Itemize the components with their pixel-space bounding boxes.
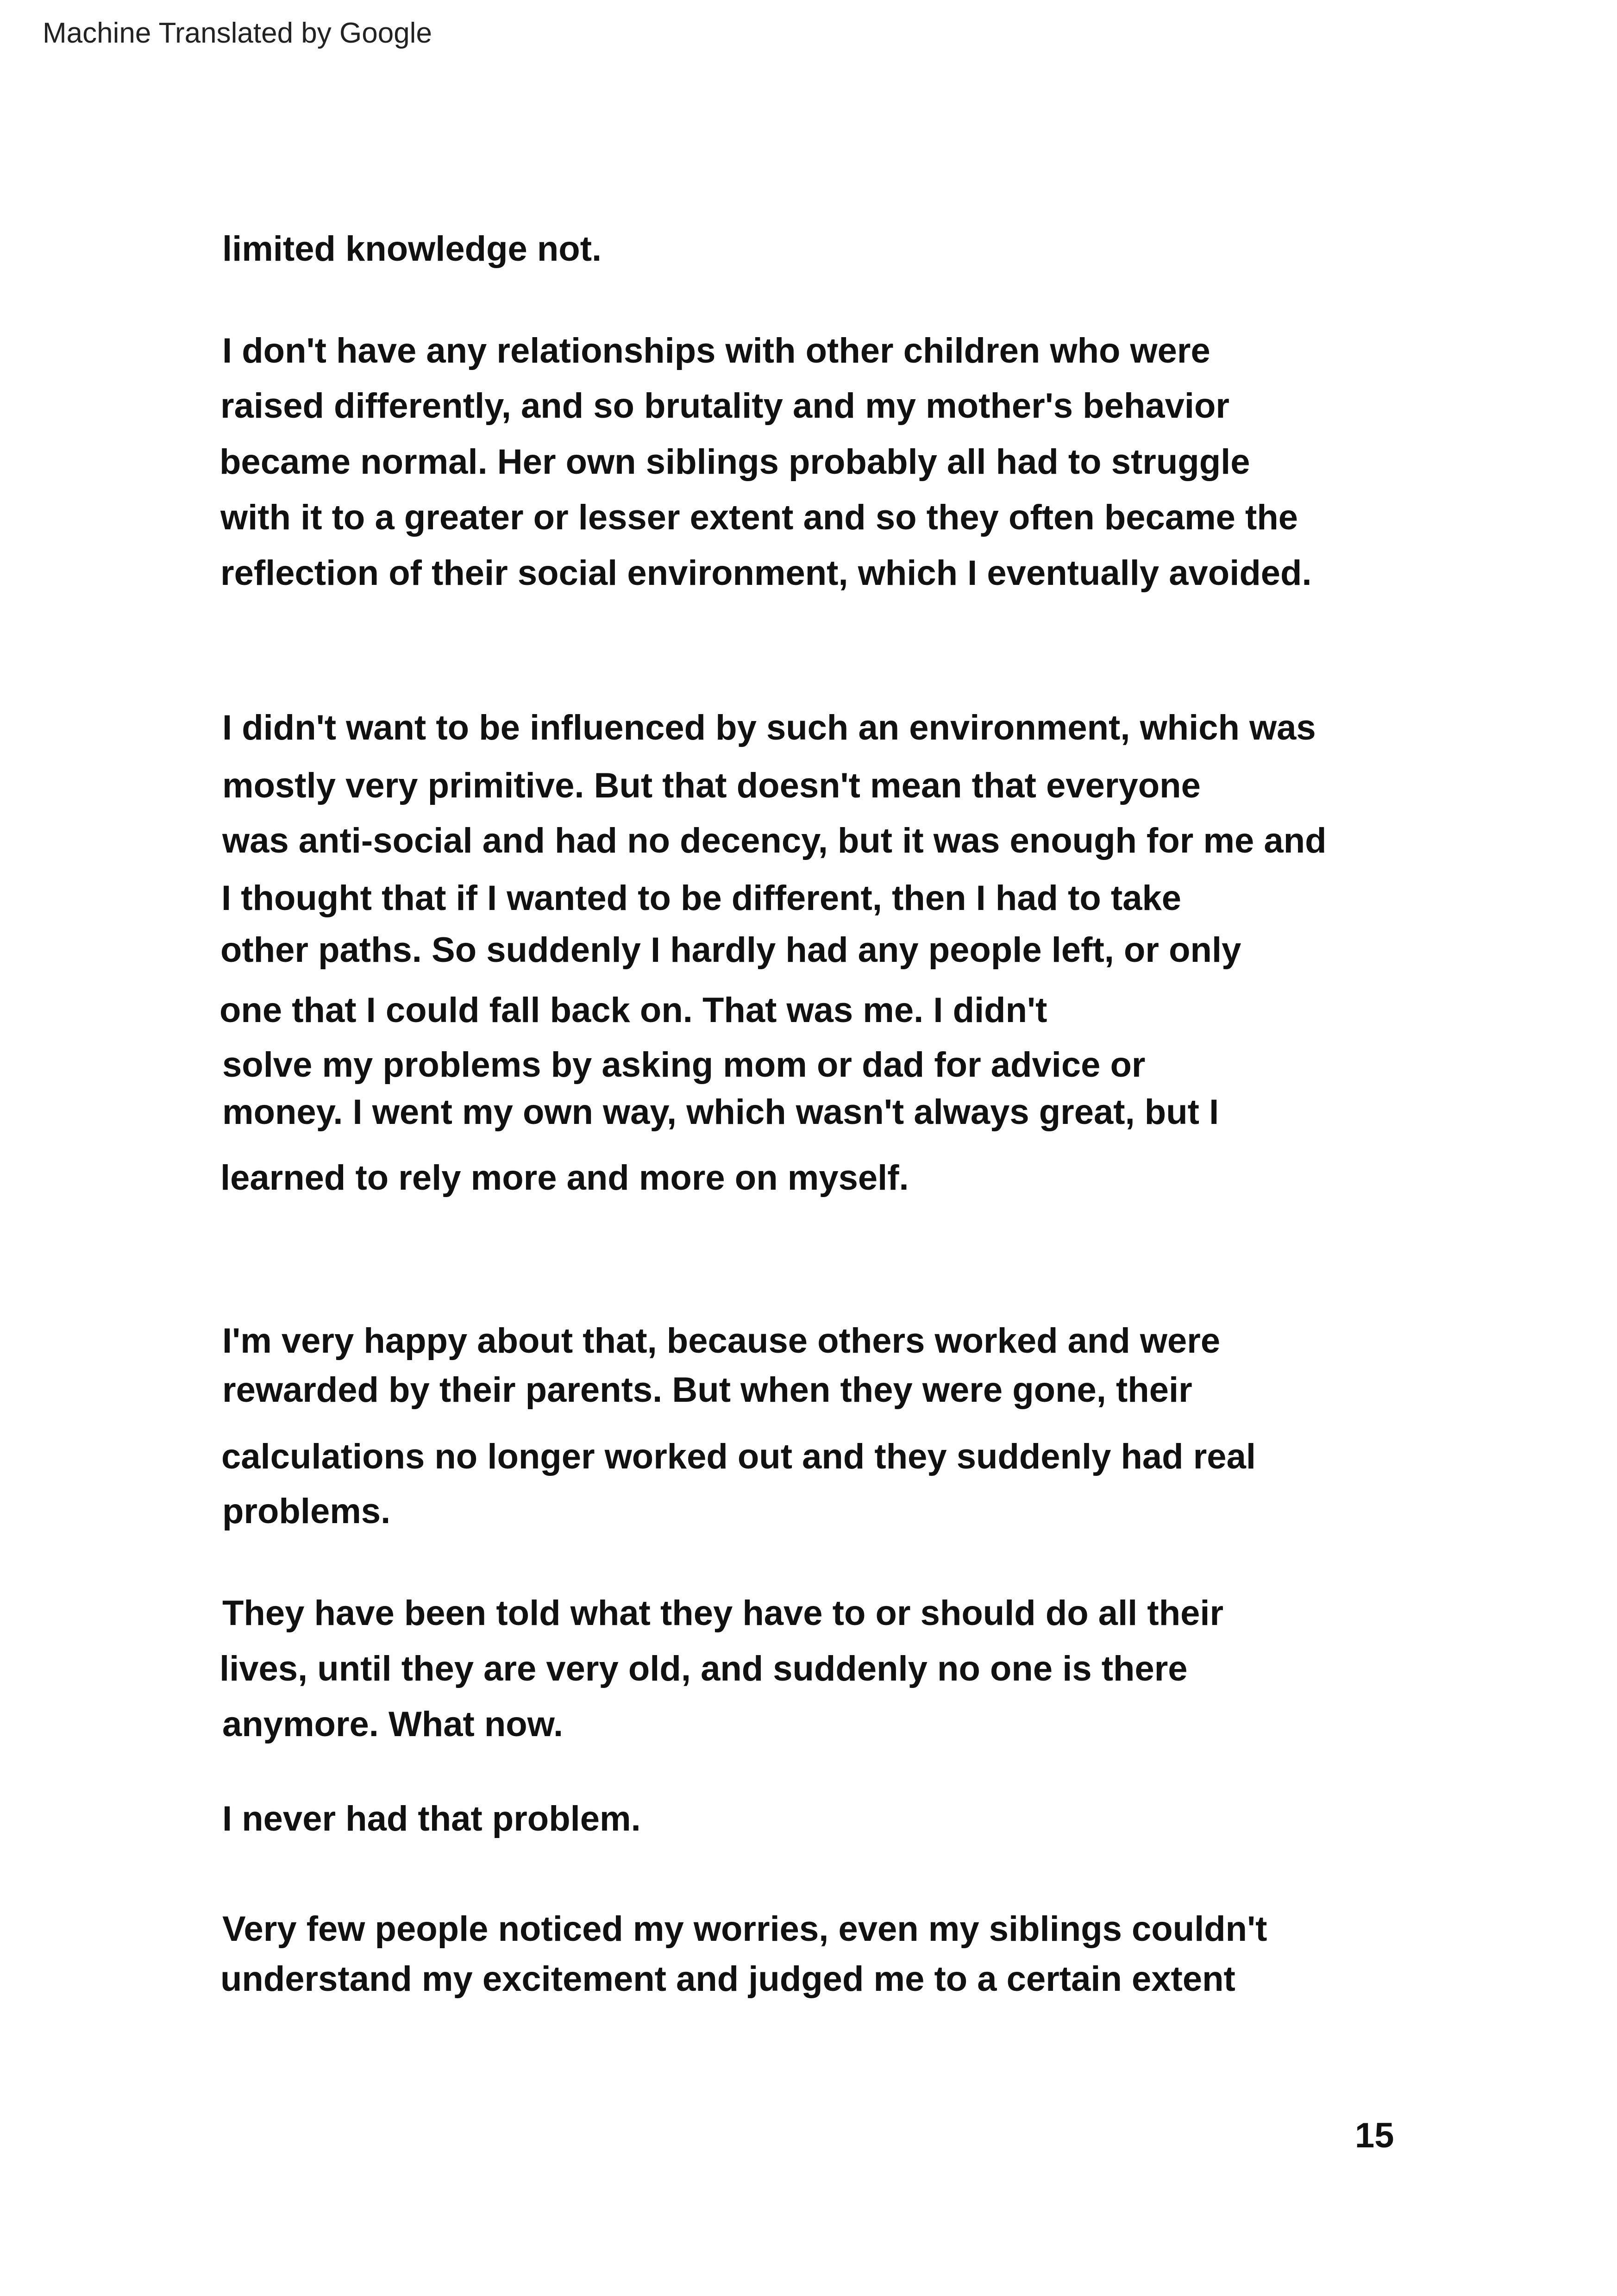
body-line: I thought that if I wanted to be different, then I had to take — [221, 878, 1182, 918]
body-line: limited knowledge not. — [222, 229, 602, 269]
body-line: I don't have any relationships with other children who were — [222, 331, 1210, 370]
body-line: reflection of their social environment, which I eventually avoided. — [220, 553, 1312, 593]
body-line: Very few people noticed my worries, even my siblings couldn't — [222, 1909, 1267, 1949]
body-line: problems. — [222, 1492, 391, 1531]
body-line: mostly very primitive. But that doesn't mean that everyone — [222, 766, 1201, 805]
body-line: anymore. What now. — [222, 1705, 564, 1744]
body-line: I didn't want to be influenced by such an environment, which was — [222, 708, 1316, 747]
body-line: became normal. Her own siblings probably all had to struggle — [219, 442, 1250, 482]
body-line: money. I went my own way, which wasn't always great, but I — [222, 1092, 1219, 1132]
body-line: lives, until they are very old, and suddenly no one is there — [219, 1649, 1188, 1688]
body-line: with it to a greater or lesser extent and so they often became the — [220, 498, 1298, 537]
page-number: 15 — [1355, 2116, 1394, 2155]
body-line: I'm very happy about that, because others worked and were — [222, 1321, 1221, 1361]
body-line: calculations no longer worked out and they suddenly had real — [221, 1437, 1256, 1476]
body-line: solve my problems by asking mom or dad for advice or — [222, 1045, 1146, 1085]
machine-translation-banner: Machine Translated by Google — [43, 17, 432, 49]
body-line: one that I could fall back on. That was me. I didn't — [219, 991, 1047, 1030]
body-line: understand my excitement and judged me to a certain extent — [220, 1959, 1235, 1999]
body-line: learned to rely more and more on myself. — [220, 1158, 909, 1198]
body-line: They have been told what they have to or should do all their — [222, 1593, 1224, 1633]
body-line: I never had that problem. — [222, 1799, 641, 1838]
body-line: other paths. So suddenly I hardly had any people left, or only — [220, 930, 1241, 970]
body-line: rewarded by their parents. But when they were gone, their — [222, 1370, 1192, 1410]
body-line: was anti-social and had no decency, but it was enough for me and — [222, 821, 1327, 860]
body-line: raised differently, and so brutality and my mother's behavior — [220, 386, 1229, 426]
